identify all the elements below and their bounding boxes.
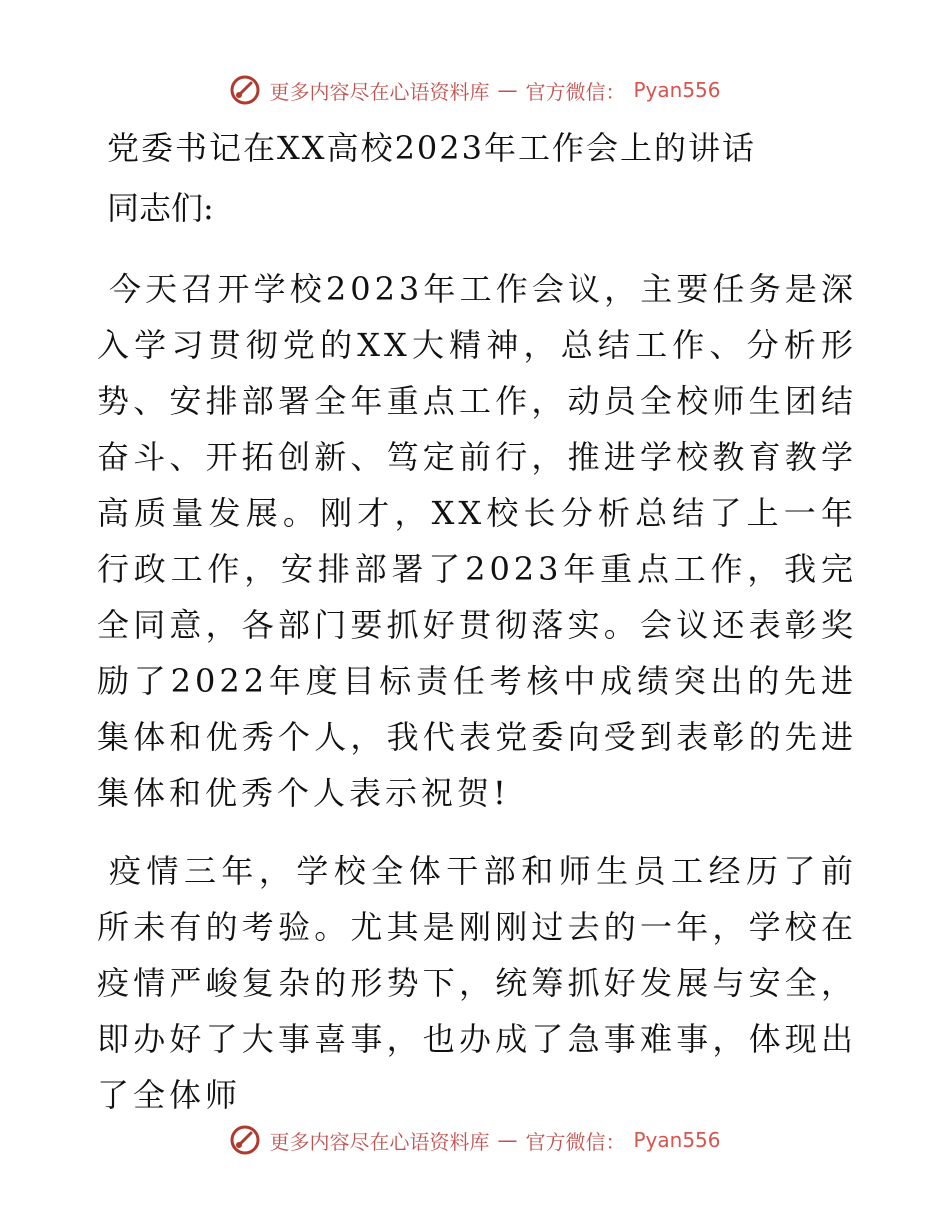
brush-circle-logo: [229, 74, 261, 106]
document-title: 党委书记在XX高校2023年工作会上的讲话: [107, 129, 757, 167]
paragraph: 疫情三年，学校全体干部和师生员工经历了前所未有的考验。尤其是刚刚过去的一年，学校在疫情严峻复杂的形势下，统筹抓好发展与安全，即办好了大事喜事，也办成了急事难事，体现出了全体师: [97, 852, 857, 1114]
watermark-separator: —: [497, 1128, 518, 1152]
watermark-id: Pyan556: [633, 1128, 721, 1152]
watermark-footer: [0, 1120, 950, 1160]
watermark-separator: —: [497, 78, 518, 102]
brush-circle-logo: [229, 1124, 261, 1156]
watermark-header: [0, 70, 950, 110]
watermark-label: 官方微信：: [525, 79, 626, 104]
watermark-text: 更多内容尽在心语资料库: [269, 79, 490, 104]
document-body: [97, 125, 857, 1123]
salutation: 同志们:: [107, 189, 214, 227]
watermark-label: 官方微信：: [525, 1129, 626, 1154]
watermark-text: 更多内容尽在心语资料库: [269, 1129, 490, 1154]
paragraph: 今天召开学校2023年工作会议，主要任务是深入学习贯彻党的XX大精神，总结工作、分析形势、安排部署全年重点工作，动员全校师生团结奋斗、开拓创新、笃定前行，推进学校教育教学高质量发展。刚才，XX校长分析总结了上一年行政工作，安排部署了2023年重点工作，我完全同意，各部门要抓好贯彻落实。会议还表彰奖励了2022年度目标责任考核中成绩突出的先进集体和优秀个人，我代表党委向受到表彰的先进集体和优秀个人表示祝贺!: [97, 270, 857, 812]
watermark-id: Pyan556: [633, 78, 721, 102]
